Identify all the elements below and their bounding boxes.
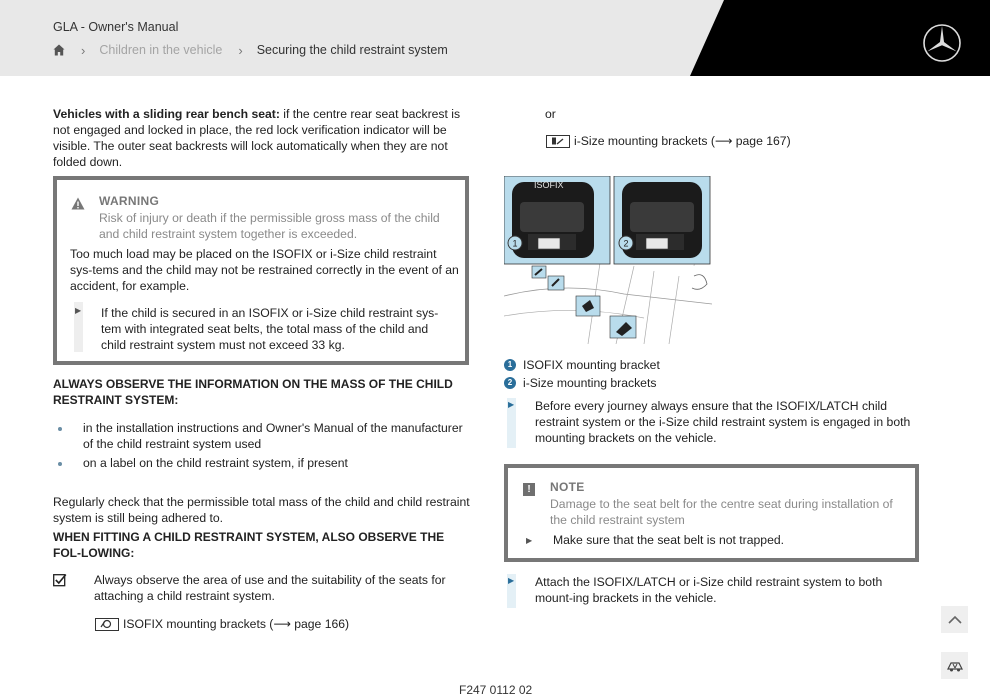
legend-text: ISOFIX mounting bracket <box>523 358 660 372</box>
vehicle-view-button[interactable] <box>941 652 968 679</box>
warning-triangle-icon <box>71 197 85 210</box>
note-text: Damage to the seat belt for the centre seat during installation of the child restraint system <box>550 497 893 527</box>
breadcrumb-children-in-vehicle[interactable]: Children in the vehicle <box>99 43 223 57</box>
bullet-list <box>53 420 473 474</box>
warning-instruction: If the child is secured in an ISOFIX or i-Size child restraint sys-tem with integrated seat belts, the total mass of the child and child restraint system must not exceed 33 kg. <box>101 306 439 352</box>
instruction-ensure-engaged <box>504 398 914 448</box>
list-item-text: on a label on the child restraint system, if present <box>83 456 348 470</box>
doc-title: GLA - Owner's Manual <box>53 20 179 34</box>
header-bar <box>0 0 990 76</box>
isofix-symbol-icon <box>95 618 119 631</box>
intro-text: if the centre rear seat backrest is not engaged and locked in place, the red lock verification indicator will be visible. The outer seat backrests will lock automatically when they are not folded down. <box>53 107 461 169</box>
car-seat-icon <box>947 660 963 672</box>
callout-1: 1 <box>512 238 518 249</box>
number-2-icon: 2 <box>504 377 516 389</box>
instruction-attach <box>504 574 914 608</box>
chevron-right-icon: › <box>238 42 243 58</box>
arrow-right-icon: ▶ <box>75 306 82 315</box>
instruction-text: Before every journey always ensure that the ISOFIX/LATCH child restraint system or the i-Size child restraint system is engaged in both mounting brackets on the vehicle. <box>535 399 911 445</box>
isize-symbol-icon <box>546 135 570 148</box>
observe-paragraph: Always observe the area of use and the suitability of the seats for attaching a child restraint system. <box>94 573 446 603</box>
isofix-illustration <box>504 176 712 344</box>
list-item-text: in the installation instructions and Owner's Manual of the manufacturer of the child restraint system used <box>83 421 463 451</box>
intro-paragraph <box>53 106 473 170</box>
or-text: or <box>545 107 556 121</box>
warning-text: Too much load may be placed on the ISOFIX or i-Size child restraint sys-tems and the child may not be restrained correctly in the event of an accident, for example. <box>70 247 459 293</box>
list-item <box>53 455 473 471</box>
note-box <box>504 464 919 562</box>
chevron-up-icon <box>948 615 962 624</box>
breadcrumb-current-page: Securing the child restraint system <box>256 43 448 57</box>
number-1-icon: 1 <box>504 359 516 371</box>
home-icon[interactable] <box>53 44 65 56</box>
isize-page-link[interactable] <box>546 133 791 149</box>
mass-heading: ALWAYS OBSERVE THE INFORMATION ON THE MASS OF THE CHILD RESTRAINT SYSTEM: <box>53 377 453 407</box>
intro-bold-label: Vehicles with a sliding rear bench seat: <box>53 107 280 121</box>
exclamation-icon: ! <box>523 483 535 496</box>
instruction-text: Attach the ISOFIX/LATCH or i-Size child restraint system to both mount-ing brackets in the vehicle. <box>535 575 883 605</box>
scroll-to-top-button[interactable] <box>941 606 968 633</box>
legend-text: i-Size mounting brackets <box>523 376 657 390</box>
arrow-right-icon: ▶ <box>508 400 515 409</box>
warning-risk-text: Risk of injury or death if the permissible gross mass of the child and child restraint system together is exceeded. <box>99 211 440 241</box>
isize-link-text: i-Size mounting brackets (⟶ page 167) <box>574 134 791 148</box>
isofix-page-link[interactable] <box>95 616 349 632</box>
legend-item <box>504 357 904 373</box>
figure-code: F247 0112 02 <box>459 683 533 697</box>
checkbox-checked-icon <box>53 573 67 587</box>
isofix-link-text: ISOFIX mounting brackets (⟶ page 166) <box>123 617 350 631</box>
fitting-heading: WHEN FITTING A CHILD RESTRAINT SYSTEM, ALSO OBSERVE THE FOL-LOWING: <box>53 530 445 560</box>
warning-title: WARNING <box>99 194 160 208</box>
isofix-label: ISOFIX <box>534 180 564 190</box>
check-mass-paragraph: Regularly check that the permissible total mass of the child and child restraint system is still being adhered to. <box>53 495 470 525</box>
bullet-dot-icon <box>58 462 62 466</box>
warning-box <box>53 176 469 365</box>
chevron-right-icon: › <box>81 42 86 58</box>
callout-2: 2 <box>623 238 629 249</box>
note-title: NOTE <box>550 480 585 494</box>
bullet-dot-icon <box>58 427 62 431</box>
breadcrumb <box>53 42 448 58</box>
note-instruction: Make sure that the seat belt is not trapped. <box>553 533 785 547</box>
arrow-right-icon: ▶ <box>526 536 533 545</box>
illustration-legend <box>504 357 904 393</box>
arrow-right-icon: ▶ <box>508 576 515 585</box>
list-item <box>53 420 473 452</box>
mercedes-star-logo-icon[interactable] <box>922 23 962 63</box>
legend-item <box>504 375 904 391</box>
